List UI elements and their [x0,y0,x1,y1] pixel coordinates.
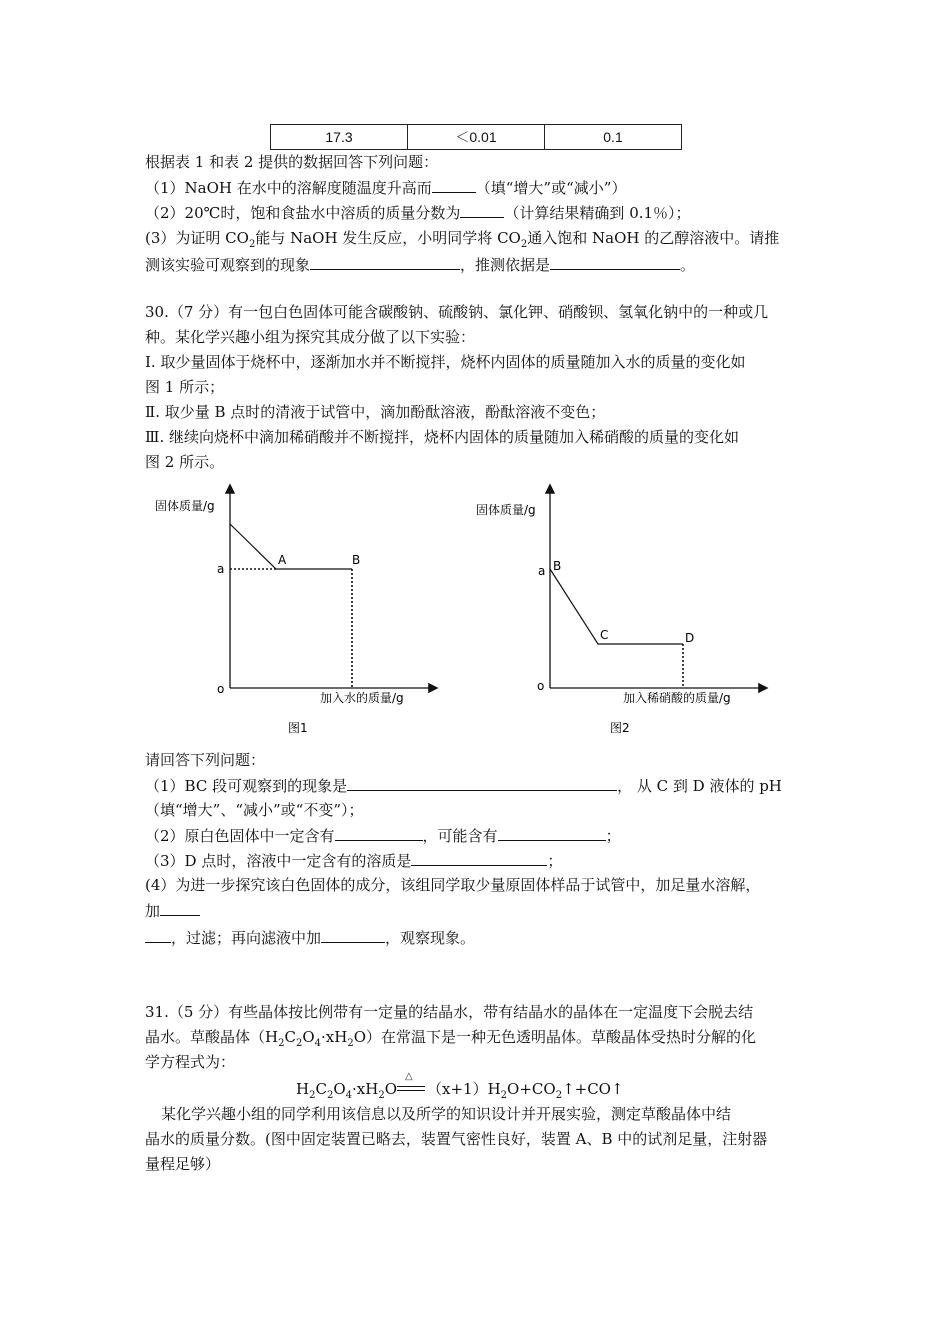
answer-blank[interactable] [321,926,385,943]
table-cell: 0.1 [545,125,682,150]
q29-part2: （2）20℃时，饱和食盐水中溶质的质量分数为 （计算结果精确到 0.1％）； [145,201,691,224]
point-B-label: B [553,559,562,573]
q31-line2: 晶水。草酸晶体$(H_2C_2O_4\cdot xH_2O)$在常温下是一种无色透明晶体。草酸晶体受热时分解的化 [145,1028,757,1049]
figure-1-graph [140,478,450,740]
q30-part4: (4）为进一步探究该白色固体的成分，该组同学取少量原固体样品于试管中，加足量水溶解， [145,876,761,894]
q29-intro: 根据表 1 和表 2 提供的数据回答下列问题： [145,153,439,171]
y-axis-label: 固体质量/g [476,503,536,517]
q29-part1: （1）NaOH 在水中的溶解度随温度升高而 （填“增大”或“减小”） [145,176,626,199]
point-A-label: A [278,553,287,567]
q30-line3: I. 取少量固体于烧杯中，逐渐加水并不断搅拌，烧杯内固体的质量随加入水的质量的变化如 [145,353,746,371]
q30-part1: （1）BC 段可观察到的现象是 ， 从 C 到 D 液体的 pH [145,774,782,797]
q30-line7: 图 2 所示。 [145,453,225,471]
q30-prompt: 请回答下列问题： [145,751,266,769]
q31-line5: 晶水的质量分数。(图中固定装置已略去，装置气密性良好，装置 A、B 中的试剂足量，注射器 [145,1130,768,1148]
x-axis-label: 加入稀硝酸的质量/g [623,691,731,705]
x-axis-label: 加入水的质量/g [320,691,404,705]
answer-blank[interactable] [145,926,171,943]
chemical-equation: $H_2C_2O_4\cdot xH_2O$ △ $(x+1)H_2O+CO_2↑+CO↑$ [296,1071,624,1101]
q29-part3-cont: 测该实验可观察到的现象 ，推测依据是 。 [145,253,695,276]
y-axis-label: 固体质量/g [155,499,215,513]
q30-line6: Ⅲ. 继续向烧杯中滴加稀硝酸并不断搅拌，烧杯内固体的质量随加入稀硝酸的质量的变化如 [145,428,740,446]
answer-blank[interactable] [498,824,606,841]
q30-part4-cont: 加 [145,899,200,922]
answer-blank[interactable] [160,899,200,916]
table-cell: ＜0.01 [408,125,545,150]
answer-blank[interactable] [310,253,460,270]
reaction-equals-sign [397,1071,427,1097]
tick-a: a [217,562,225,576]
heat-symbol: △ [405,1071,413,1082]
figure-1-caption: 图1 [288,721,308,735]
table-cell: 17.3 [271,125,408,150]
q30-line1: 30.（7 分）有一包白色固体可能含碳酸钠、硫酸钠、氯化钾、硝酸钡、氢氧化钠中的一种或几 [145,303,769,321]
figure-2-caption: 图2 [610,721,630,735]
data-table [270,124,682,150]
answer-blank[interactable] [335,824,423,841]
q30-part3: （3）D 点时，溶液中一定含有的溶质是 ； [145,849,562,872]
point-D-label: D [685,631,695,645]
point-C-label: C [600,628,609,642]
q30-line4: 图 1 所示； [145,378,225,396]
q31-line6: 量程足够） [145,1155,221,1173]
q31-line3: 学方程式为： [145,1053,236,1071]
mass-curve [230,524,352,569]
q30-line2: 种。某化学兴趣小组为探究其成分做了以下实验： [145,328,476,346]
answer-blank[interactable] [550,253,680,270]
answer-blank[interactable] [347,774,617,791]
q29-part3: (3）为证明 $CO_2$能与 NaOH 发生反应，小明同学将 $CO_2$通入饱和 NaOH 的乙醇溶液中。请推 [145,229,780,250]
origin-label: o [537,679,545,693]
q31-line1: 31.（5 分）有些晶体按比例带有一定量的结晶水，带有结晶水的晶体在一定温度下会脱去结 [145,1003,754,1021]
q30-part4-end: ，过滤；再向滤液中加 ，观察现象。 [145,926,475,949]
q30-part1-cont: （填“增大”、“减小”或“不变”）； [145,801,364,819]
tick-a: a [538,564,546,578]
mass-curve [550,569,683,644]
q30-part2: （2）原白色固体中一定含有 ，可能含有 ； [145,824,621,847]
q31-line4: 某化学兴趣小组的同学利用该信息以及所学的知识设计并开展实验，测定草酸晶体中结 [161,1105,732,1123]
answer-blank[interactable] [460,201,504,218]
table-row [271,125,682,150]
origin-label: o [217,682,225,696]
answer-blank[interactable] [432,176,476,193]
point-B-label: B [352,553,361,567]
q30-line5: Ⅱ. 取少量 B 点时的清液于试管中，滴加酚酞溶液，酚酞溶液不变色； [145,403,606,421]
answer-blank[interactable] [411,849,547,866]
figure-2-graph [460,478,780,740]
